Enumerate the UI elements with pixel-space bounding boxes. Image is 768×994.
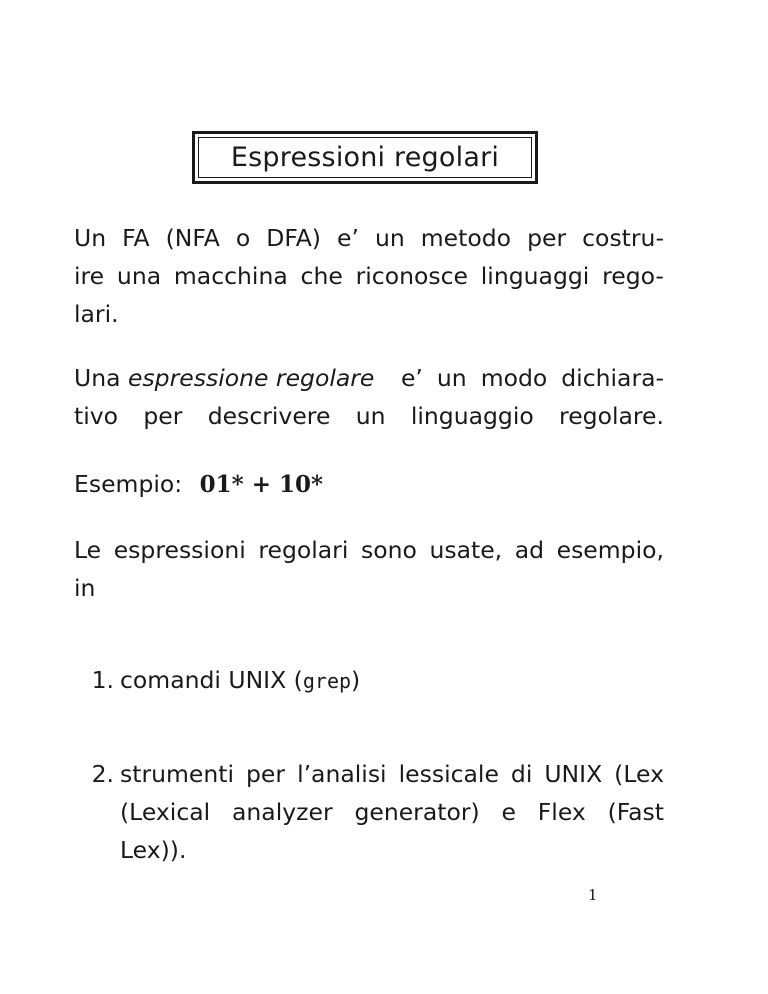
word: o: [235, 224, 251, 252]
word: linguaggio: [410, 402, 534, 430]
word: riconosce: [355, 262, 468, 290]
word: Flex: [537, 798, 586, 826]
paragraph-line: [74, 219, 664, 257]
word: espressioni: [113, 536, 246, 564]
word: linguaggi: [480, 262, 590, 290]
paragraph-line: [74, 257, 664, 295]
word: ad: [514, 536, 545, 564]
list-item-body: [120, 755, 664, 869]
page-title: Espressioni regolari: [198, 137, 532, 178]
word: costru-: [582, 224, 664, 252]
paragraph-line: lari.: [74, 300, 119, 328]
word: ire: [74, 262, 105, 290]
page-number: 1: [588, 886, 598, 904]
word: per: [527, 224, 567, 252]
word: per: [143, 402, 183, 430]
list-line: [120, 793, 664, 831]
word: esempio,: [556, 536, 664, 564]
word: che: [300, 262, 343, 290]
code-text: grep: [302, 669, 352, 693]
list-line: Lex)).: [120, 836, 187, 864]
paragraph-usage: [74, 531, 664, 607]
word: generator): [354, 798, 480, 826]
word: (Lexical: [120, 798, 211, 826]
word: dichiara-: [561, 364, 664, 392]
list-number: 2.: [91, 760, 114, 788]
example-expression: 01* + 10*: [199, 471, 324, 498]
word: lessicale: [398, 760, 499, 788]
paragraph-fa-definition: [74, 219, 664, 333]
example-label: Esempio:: [74, 470, 183, 498]
word: (Lex: [614, 760, 664, 788]
word: rego-: [602, 262, 664, 290]
word: e’: [336, 224, 359, 252]
text-fragment: ): [351, 666, 361, 694]
word: (Fast: [607, 798, 664, 826]
word: regolari: [258, 536, 349, 564]
example-line: [74, 465, 664, 504]
word: DFA): [266, 224, 321, 252]
word: descrivere: [207, 402, 331, 430]
word: macchina: [173, 262, 288, 290]
word: di: [510, 760, 533, 788]
line-start: [74, 359, 374, 397]
text-fragment: Una: [74, 364, 128, 392]
list-number: 1.: [91, 666, 114, 694]
word: usate,: [429, 536, 503, 564]
paragraph-line: [74, 359, 664, 397]
word: un: [355, 402, 386, 430]
word: Un: [74, 224, 107, 252]
word: analyzer: [232, 798, 333, 826]
word: una: [116, 262, 162, 290]
word: Le: [74, 536, 102, 564]
paragraph-line: in: [74, 574, 96, 602]
word: un: [436, 364, 467, 392]
list-item: [74, 755, 664, 869]
word: l’analisi: [297, 760, 387, 788]
paragraph-regex-definition: [74, 359, 664, 435]
word: FA: [122, 224, 150, 252]
title-box: [192, 131, 538, 184]
text-fragment: comandi UNIX (: [120, 666, 303, 694]
word: per: [246, 760, 286, 788]
word: sono: [360, 536, 417, 564]
word: modo: [480, 364, 548, 392]
word: metodo: [420, 224, 512, 252]
word: un: [374, 224, 405, 252]
word: regolare.: [559, 402, 664, 430]
list-item-body: [120, 661, 664, 700]
word: UNIX: [544, 760, 603, 788]
paragraph-line: [74, 531, 664, 569]
emphasis-term: espressione regolare: [127, 364, 375, 392]
word: e’: [400, 364, 423, 392]
paragraph-line: [74, 397, 664, 435]
word: (NFA: [165, 224, 220, 252]
word: tivo: [74, 402, 119, 430]
list-item: [74, 661, 664, 700]
word: strumenti: [120, 760, 235, 788]
word: e: [501, 798, 516, 826]
line-rest: [401, 359, 664, 397]
list-line: [120, 755, 664, 793]
